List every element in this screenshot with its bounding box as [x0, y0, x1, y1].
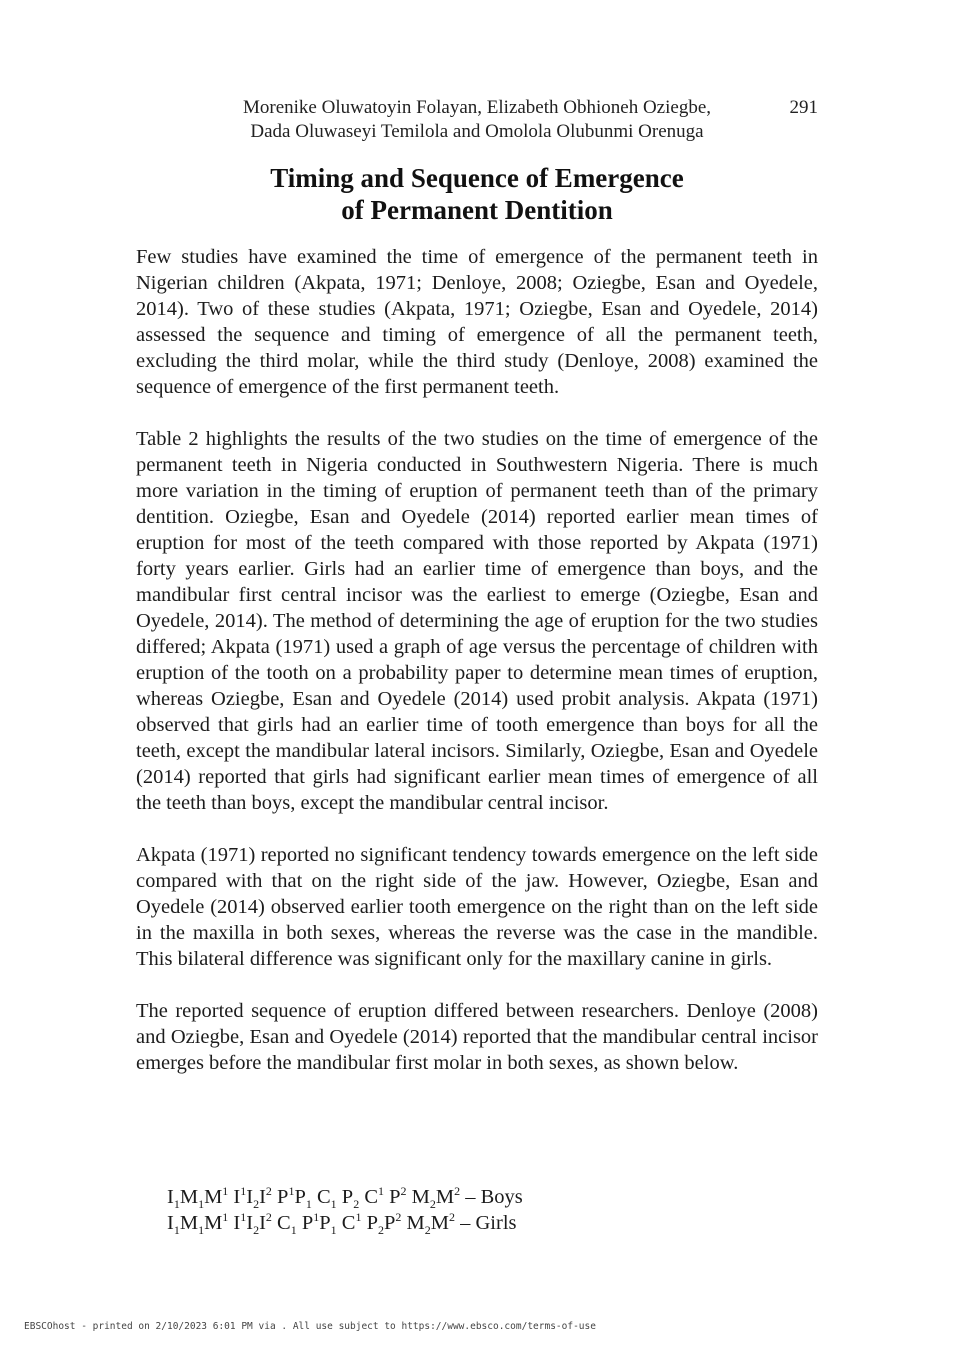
girls-label: – Girls [460, 1212, 517, 1234]
paragraph-2: Table 2 highlights the results of the two studies on the time of emergence of the permanent teeth in Nigeria conducted in Southwestern Nigeria. There is much more variation in the timing of eruption of permanent teeth than of the primary dentition. Oziegbe, Esan and Oyedele (2014) reported earlier mean times of eruption for most of the teeth compared with those reported by Akpata (1971) forty years earlier. Girls had an earlier time of emergence than boys, and the mandibular first central incisor was the earliest to emerge (Oziegbe, Esan and Oyedele, 2014). The method of determining the age of eruption for the two studies differed; Akpata (1971) used a graph of age versus the percentage of children with eruption of the tooth on a probability paper to determine mean times of eruption, whereas Oziegbe, Esan and Oyedele (2014) used probit analysis. Akpata (1971) observed that girls had an earlier time of tooth emergence than boys for all the teeth, except the mandibular lateral incisors. Similarly, Oziegbe, Esan and Oyedele (2014) reported that girls had significant earlier mean times of emergence of all the teeth than boys, except the mandibular central incisor. [136, 428, 818, 814]
eruption-sequence-boys: $I_1M_1M^1$ $I^1I_2I^2$ $P^1P_1$ $C_1$ $P_2$ $C^1$ $P^2$ $M_2M^2$ – Boys [167, 1184, 523, 1212]
section-title-line-1: Timing and Sequence of Emergence [270, 163, 684, 193]
boys-label: – Boys [465, 1186, 523, 1208]
paragraph-1: Few studies have examined the time of emergence of the permanent teeth in Nigerian children (Akpata, 1971; Denloye, 2008; Oziegbe, Esan and Oyedele, 2014). Two of these studies (Akpata, 1971; Oziegbe, Esan and Oyedele, 2014) assessed the sequence and timing of emergence of all the permanent teeth, excluding the third molar, while the third study (Denloye, 2008) examined the sequence of emergence of the first permanent teeth. [136, 246, 818, 398]
section-title-line-2: of Permanent Dentition [341, 195, 613, 225]
header-authors-line-2: Dada Oluwaseyi Temilola and Omolola Olubunmi Orenuga [250, 121, 704, 142]
header-authors-line-1: Morenike Oluwatoyin Folayan, Elizabeth Obhioneh Oziegbe, [242, 97, 711, 118]
section-title [136, 162, 818, 226]
body-text [136, 244, 818, 1102]
paragraph-4: The reported sequence of eruption differed between researchers. Denloye (2008) and Oziegbe, Esan and Oyedele (2014) reported that the mandibular central incisor emerges before the mandibular first molar in both sexes, as shown below. [136, 1000, 818, 1074]
paragraph-3: Akpata (1971) reported no significant tendency towards emergence on the left side compared with that on the right side of the jaw. However, Oziegbe, Esan and Oyedele (2014) observed earlier tooth emergence on the right than on the left side in the maxilla in both sexes, whereas the reverse was the case in the mandible. This bilateral difference was significant only for the maxillary canine in girls. [136, 844, 818, 970]
ebsco-footer: EBSCOhost - printed on 2/10/2023 6:01 PM via . All use subject to https://www.ebsco.com/terms-of-use [24, 1321, 596, 1332]
eruption-sequence-girls: $I_1M_1M^1$ $I^1I_2I^2$ $C_1$ $P^1P_1$ $C^1$ $P_2P^2$ $M_2M^2$ – Girls [167, 1210, 517, 1238]
page-number: 291 [789, 97, 818, 118]
running-header [136, 96, 818, 144]
eruption-sequences [167, 1184, 523, 1236]
